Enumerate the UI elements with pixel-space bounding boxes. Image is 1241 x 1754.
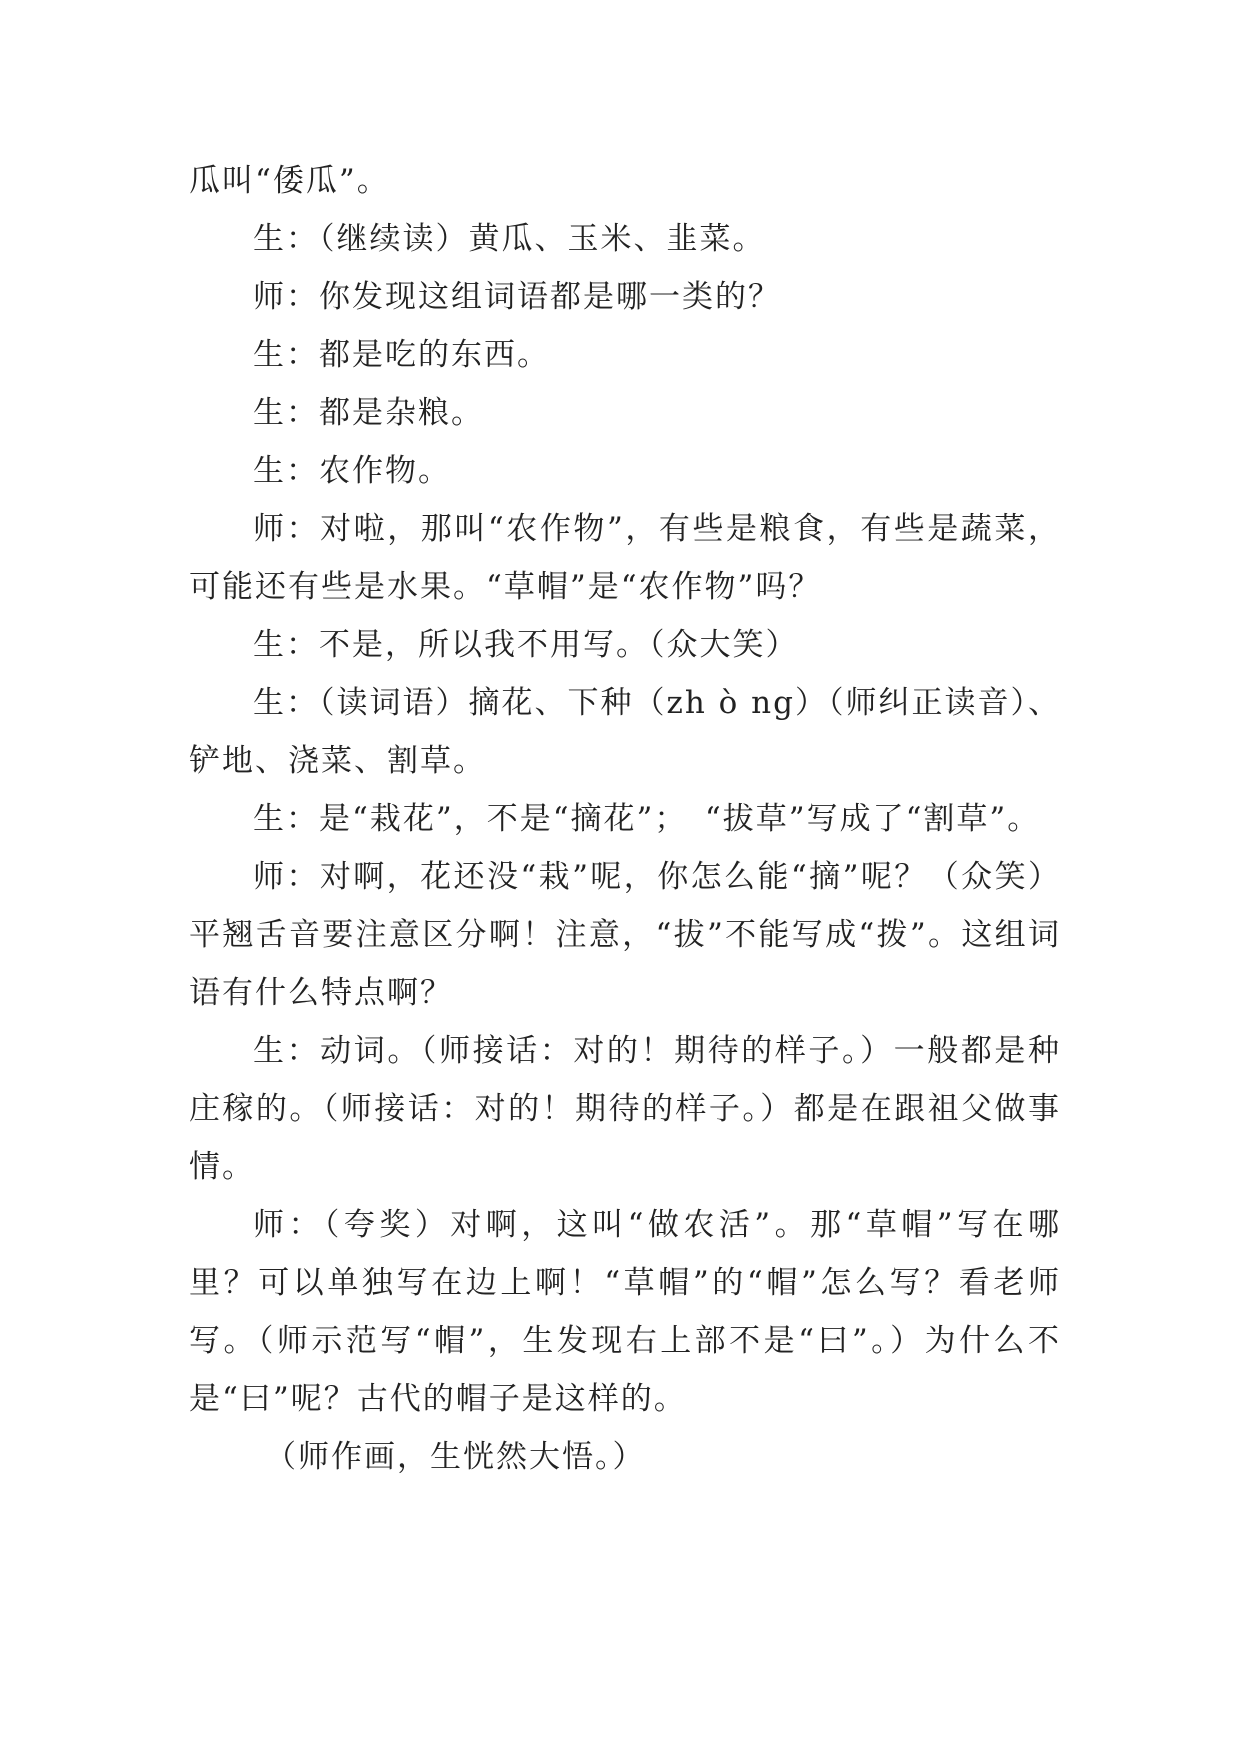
document-body — [189, 152, 1061, 1486]
paragraph-student-line: 生：都是杂粮。 — [253, 395, 484, 431]
paragraph-teacher-line: 师：对啦，那叫“农作物”，有些是粮食，有些是蔬菜，可能还有些是水果。“草帽”是“农作物”吗？ — [189, 511, 1061, 605]
paragraph-teacher-line: 师：对啊，花还没“栽”呢，你怎么能“摘”呢？（众笑）平翘舌音要注意区分啊！注意，“拔”不能写成“拨”。这组词语有什么特点啊？ — [189, 859, 1061, 1011]
paragraph-student-line: 生：动词。（师接话：对的！期待的样子。）一般都是种庄稼的。（师接话：对的！期待的样子。）都是在跟祖父做事情。 — [189, 1033, 1061, 1185]
paragraph-student-line: 生：都是吃的东西。 — [253, 337, 550, 373]
paragraph-student-line: 生：农作物。 — [253, 453, 451, 489]
paragraph-student-line: 生：不是，所以我不用写。（众大笑） — [253, 627, 799, 663]
paragraph-student-line: 生：（读词语）摘花、下种（zh ò ng）（师纠正读音）、铲地、浇菜、割草。 — [189, 685, 1061, 779]
paragraph-continuation: 瓜叫“倭瓜”。 — [189, 163, 390, 199]
paragraph-student-line: 生：（继续读）黄瓜、玉米、韭菜。 — [253, 221, 766, 257]
paragraph-teacher-line: 师：你发现这组词语都是哪一类的？ — [253, 279, 781, 315]
paragraph-teacher-line: 师：（夸奖）对啊，这叫“做农活”。那“草帽”写在哪里？可以单独写在边上啊！“草帽”的“帽”怎么写？看老师写。（师示范写“帽”，生发现右上部不是“曰”。）为什么不是“曰”呢？古代的帽子是这样的。 — [189, 1207, 1061, 1417]
paragraph-stage-direction: （师作画，生恍然大悟。） — [265, 1439, 646, 1475]
paragraph-student-line: 生：是“栽花”，不是“摘花”； “拔草”写成了“割草”。 — [253, 801, 1041, 837]
